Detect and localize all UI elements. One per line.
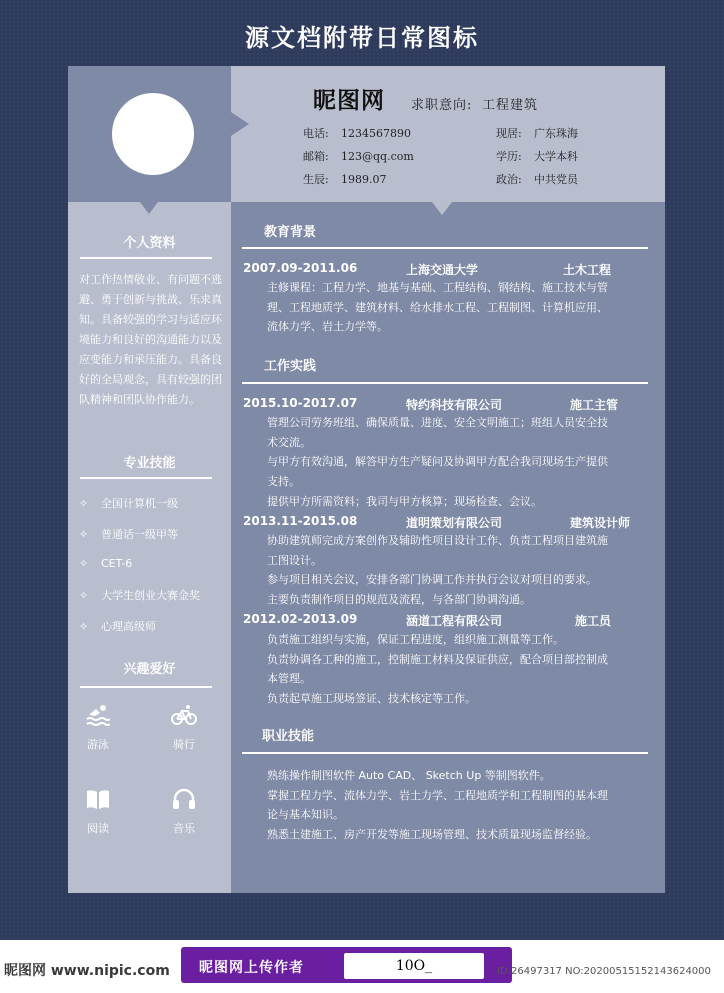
info-label: 电话: (303, 127, 329, 140)
work-line: 本管理。 (267, 672, 311, 686)
job-skills-divider (242, 752, 648, 754)
sparkle-icon: ✧ (79, 528, 89, 541)
education-school: 上海交通大学 (406, 263, 479, 277)
uploader-label: 昵图网上传作者 (199, 960, 304, 976)
work-company: 道明策划有限公司 (406, 516, 503, 530)
work-line: 提供甲方所需资料；我司与甲方核算；现场检查、会议。 (267, 494, 542, 508)
info-label: 政治: (496, 173, 522, 186)
sparkle-icon: ✧ (79, 620, 89, 633)
work-entry-details (267, 413, 645, 512)
info-label: 邮箱: (303, 150, 329, 163)
work-company: 特约科技有限公司 (406, 398, 503, 412)
info-value: 中共党员 (534, 173, 578, 186)
work-entry-details (267, 630, 645, 709)
book-icon (86, 788, 110, 810)
work-line: 负责协调各工种的施工，控制施工材料及保证供应，配合项目部控制成 (267, 652, 608, 666)
info-value: 123@qq.com (341, 150, 414, 163)
work-role: 施工主管 (570, 398, 619, 412)
work-line: 负责起草施工现场签证、技术核定等工作。 (267, 692, 476, 706)
header-notch (432, 202, 452, 215)
work-role: 施工员 (575, 614, 612, 628)
avatar[interactable] (112, 93, 194, 175)
work-line: 管理公司劳务班组、确保质量、进度、安全文明施工；班组人员安全技 (267, 416, 608, 429)
hobby-label: 骑行 (173, 738, 195, 751)
education-line: 主修课程：工程力学、地基与基础、工程结构、钢结构、施工技术与管 (267, 281, 608, 294)
uploader-field[interactable]: 10O_ (344, 953, 484, 979)
education-row (243, 261, 643, 277)
skills-divider (80, 477, 212, 479)
hobbies-heading: 兴趣爱好 (123, 662, 176, 677)
resume-sheet (68, 66, 665, 893)
work-period: 2015.10-2017.07 (243, 396, 358, 410)
hobby-reading (73, 788, 123, 836)
work-period: 2012.02-2013.09 (243, 612, 358, 626)
profile-text: 对工作热情敬业、有问题不逃避、勇于创新与挑战、乐求真知。具备较强的学习与适应环境能力和良好的沟通能力以及应变能力和承压能力。具备良好的全局观念，具有较强的团队精神和团队协作能力。 (79, 273, 222, 406)
info-label: 现居: (496, 127, 522, 140)
swimming-icon (86, 704, 110, 726)
work-line: 工图设计。 (267, 553, 322, 567)
work-entry-row (243, 612, 643, 628)
info-phone (303, 125, 411, 141)
hobby-swimming (73, 704, 123, 752)
education-details (267, 278, 645, 337)
image-id: ID:26497317 NO:20200515152143624000 (497, 966, 711, 977)
work-entry-row (243, 396, 643, 412)
job-intent-value: 工程建筑 (482, 98, 539, 113)
sparkle-icon: ✧ (79, 589, 89, 602)
sparkle-icon: ✧ (79, 497, 89, 510)
hobby-cycling (159, 704, 209, 752)
work-line: 主要负责制作项目的规范及流程，与各部门协调沟通。 (267, 593, 531, 607)
info-label: 学历: (496, 150, 522, 163)
info-value: 1234567890 (341, 127, 411, 140)
education-period: 2007.09-2011.06 (243, 261, 358, 275)
education-heading: 教育背景 (264, 225, 317, 240)
info-value: 广东珠海 (534, 127, 578, 140)
skill-item (79, 557, 132, 570)
skill-label: 心理高级师 (101, 620, 156, 633)
header-panel (231, 66, 665, 202)
job-skill-line: 论与基本知识。 (267, 808, 344, 822)
work-line: 与甲方有效沟通，解答甲方生产疑问及协调甲方配合我司现场生产提供 (267, 455, 608, 469)
education-line: 流体力学、岩土力学等。 (267, 320, 388, 334)
job-skill-line: 掌握工程力学、流体力学、岩土力学、工程地质学和工程制图的基本理 (267, 788, 608, 802)
info-value: 大学本科 (534, 150, 578, 163)
work-line: 负责施工组织与实施，保证工程进度，组织施工测量等工作。 (267, 633, 564, 646)
work-entry-row (243, 514, 643, 530)
job-skill-line: 熟练操作制图软件 Auto CAD、 Sketch Up 等制图软件。 (267, 769, 551, 782)
skill-label: 全国计算机一级 (101, 497, 178, 510)
hobby-music (159, 788, 209, 836)
bicycle-icon (171, 704, 197, 726)
skill-item (79, 587, 200, 603)
hobby-label: 阅读 (87, 822, 109, 835)
skill-label: CET-6 (101, 557, 133, 570)
work-heading: 工作实践 (264, 359, 317, 374)
info-education (496, 148, 578, 164)
job-intent-label: 求职意向: (411, 98, 473, 113)
skill-item (79, 618, 156, 634)
education-divider (242, 247, 648, 249)
skill-item (79, 495, 178, 511)
info-value: 1989.07 (341, 173, 387, 186)
header-pointer (231, 112, 249, 136)
sparkle-icon: ✧ (79, 557, 89, 570)
avatar-panel-notch (140, 202, 158, 214)
work-line: 术交流。 (267, 435, 311, 449)
job-skill-line: 熟悉土建施工、房产开发等施工现场管理、技术质量现场监督经验。 (267, 828, 597, 842)
job-skills-details (267, 766, 645, 845)
skills-heading: 专业技能 (123, 456, 176, 471)
work-entry-details (267, 531, 645, 610)
work-line: 参与项目相关会议，安排各部门协调工作并执行会议对项目的要求。 (267, 573, 597, 587)
info-label: 生辰: (303, 173, 329, 186)
info-residence (496, 125, 578, 141)
work-line: 协助建筑师完成方案创作及辅助性项目设计工作、负责工程项目建筑施 (267, 534, 608, 547)
work-role: 建筑设计师 (570, 516, 631, 530)
hobby-label: 音乐 (173, 822, 195, 835)
skill-label: 普通话一级甲等 (101, 528, 178, 541)
hobbies-divider (80, 686, 212, 688)
profile-divider (80, 257, 212, 259)
hobby-label: 游泳 (87, 738, 109, 751)
work-company: 涵道工程有限公司 (406, 614, 503, 628)
headphones-icon (172, 788, 196, 810)
education-line: 理、工程地质学、建筑材料、给水排水工程、工程制图、计算机应用、 (267, 300, 608, 314)
work-divider (242, 382, 648, 384)
info-politics (496, 171, 578, 187)
skill-item (79, 526, 178, 542)
job-skills-heading: 职业技能 (262, 729, 315, 744)
info-birth (303, 171, 387, 187)
education-major: 土木工程 (563, 263, 612, 277)
profile-heading: 个人资料 (123, 236, 176, 251)
info-email (303, 148, 414, 164)
page-title: 源文档附带日常图标 (245, 23, 479, 52)
site-watermark: 昵图网 www.nipic.com (4, 963, 170, 979)
candidate-name: 昵图网 (313, 87, 385, 114)
work-period: 2013.11-2015.08 (243, 514, 358, 528)
skill-label: 大学生创业大赛金奖 (101, 589, 200, 602)
work-line: 支持。 (267, 475, 300, 489)
